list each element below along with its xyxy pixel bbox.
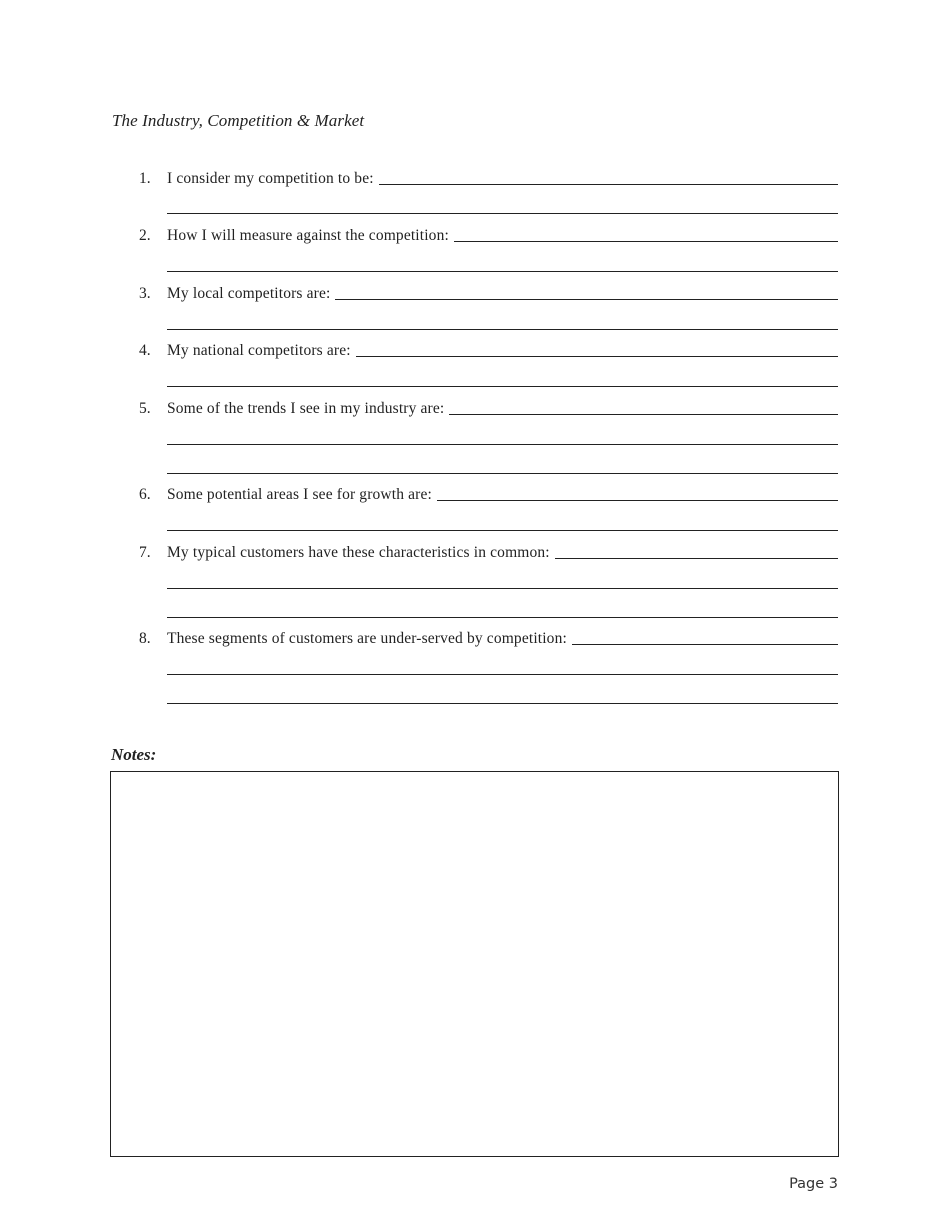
page-number: Page 3 [789,1176,838,1192]
question-label: My local competitors are: [167,285,331,302]
question-item [0,486,950,514]
answer-line[interactable] [167,703,838,704]
question-label: I consider my competition to be: [167,170,374,187]
question-item [0,400,950,428]
question-label: My typical customers have these characteristics in common: [167,544,550,561]
answer-line[interactable] [437,500,838,501]
question-label: Some potential areas I see for growth are: [167,486,432,503]
question-item [0,630,950,658]
answer-line[interactable] [167,473,838,474]
question-item [0,285,950,313]
question-number: 4. [139,342,151,359]
question-number: 5. [139,400,151,417]
question-number: 3. [139,285,151,302]
answer-line[interactable] [167,530,838,531]
question-number: 2. [139,227,151,244]
question-item [0,544,950,572]
answer-line[interactable] [167,213,838,214]
notes-box[interactable] [110,771,839,1157]
answer-line[interactable] [449,414,838,415]
answer-line[interactable] [167,386,838,387]
question-label: How I will measure against the competition: [167,227,449,244]
question-number: 8. [139,630,151,647]
question-label: My national competitors are: [167,342,351,359]
question-item [0,170,950,198]
answer-line[interactable] [167,444,838,445]
question-number: 1. [139,170,151,187]
question-item [0,227,950,255]
answer-line[interactable] [572,644,838,645]
answer-line[interactable] [167,674,838,675]
question-number: 6. [139,486,151,503]
section-title: The Industry, Competition & Market [112,111,365,130]
question-number: 7. [139,544,151,561]
answer-line[interactable] [167,329,838,330]
answer-line[interactable] [335,299,838,300]
answer-line[interactable] [555,558,838,559]
notes-label: Notes: [111,745,157,764]
answer-line[interactable] [167,617,838,618]
answer-line[interactable] [167,588,838,589]
question-label: Some of the trends I see in my industry are: [167,400,445,417]
answer-line[interactable] [454,241,838,242]
answer-line[interactable] [356,356,838,357]
answer-line[interactable] [379,184,838,185]
answer-line[interactable] [167,271,838,272]
question-label: These segments of customers are under-served by competition: [167,630,567,647]
question-item [0,342,950,370]
